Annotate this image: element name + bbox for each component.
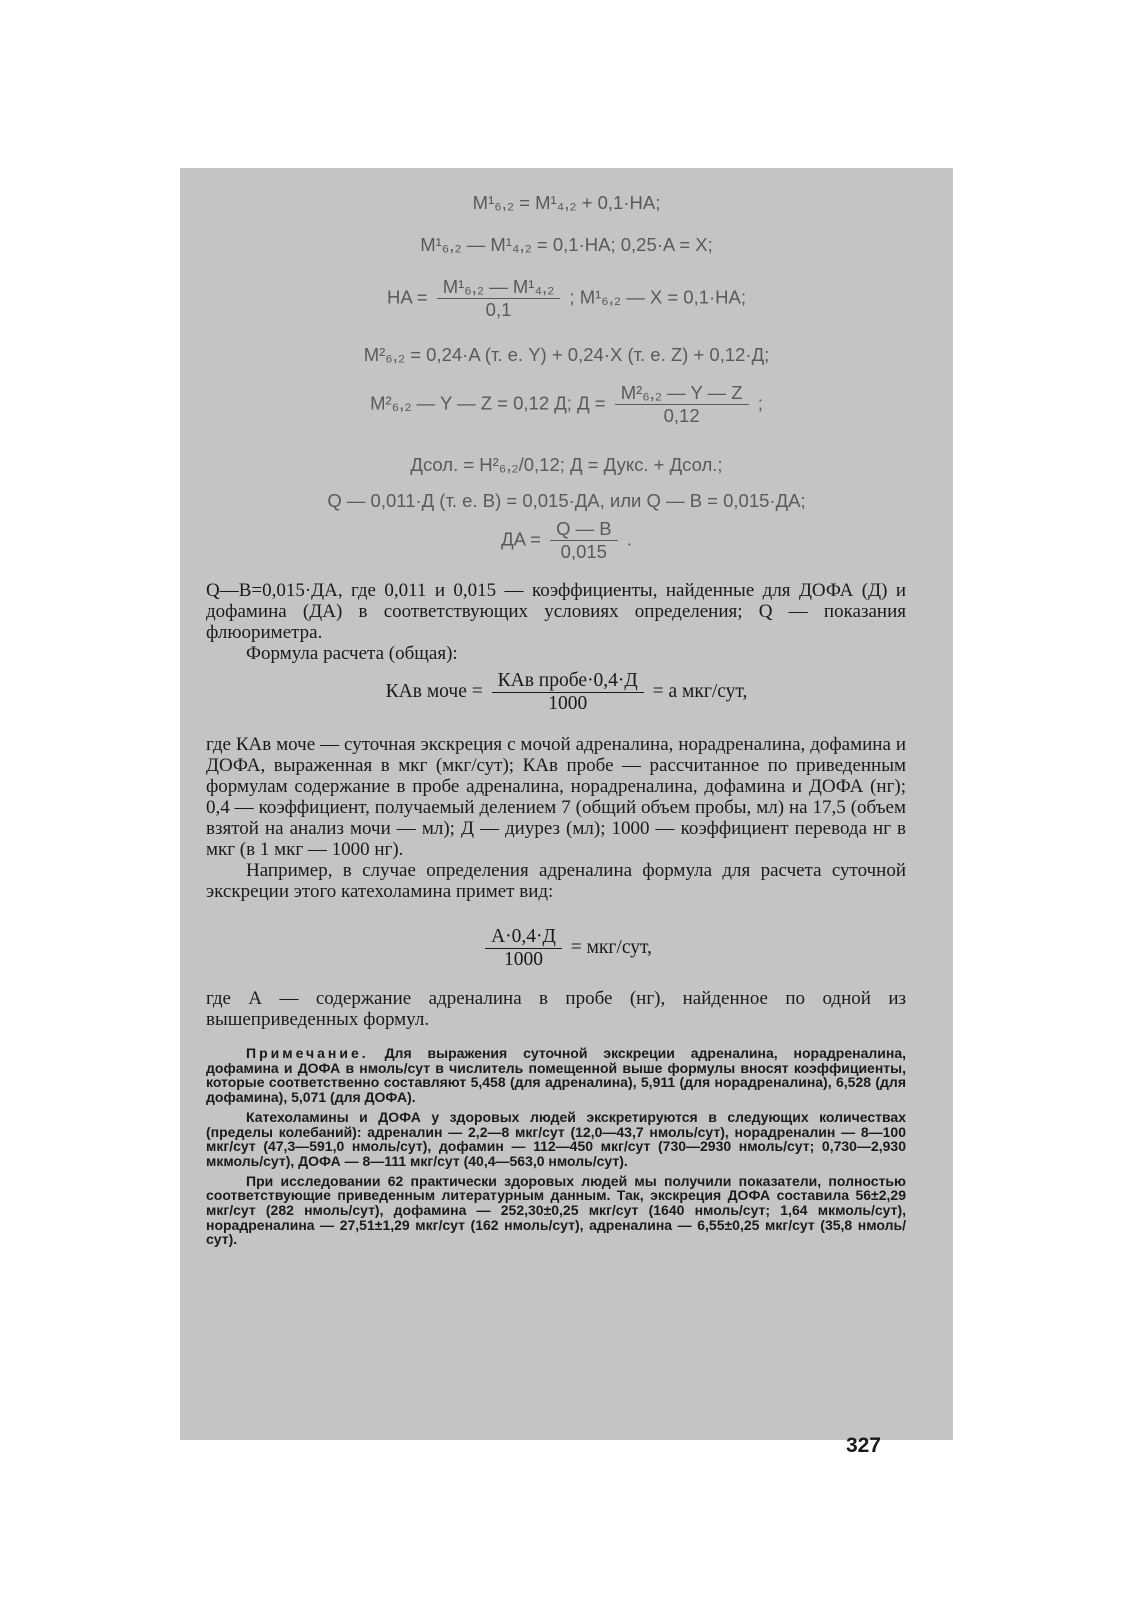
formula-example-right: = мкг/сут, xyxy=(570,936,652,958)
body-text-middle xyxy=(206,734,906,902)
body-text-top xyxy=(206,580,906,664)
eq8-right: . xyxy=(626,528,632,550)
equation-2: M¹₆,₂ — M¹₄,₂ = 0,1·HA; 0,25·A = X; xyxy=(420,234,713,255)
note-1 xyxy=(206,1046,906,1105)
eq5-fraction xyxy=(615,382,749,427)
eq8-left: ДA = xyxy=(501,528,541,550)
formula-general-denominator: 1000 xyxy=(492,692,644,715)
formula-example xyxy=(180,926,953,971)
formula-general-fraction xyxy=(492,670,644,715)
eq5-right: ; xyxy=(757,392,763,414)
paragraph-5: где А — содержание адреналина в пробе (нг), найденное по одной из вышеприведенных формул. xyxy=(206,988,906,1030)
equation-5 xyxy=(180,382,953,427)
equation-7: Q — 0,011·Д (т. е. B) = 0,015·ДA, или Q — B = 0,015·ДA; xyxy=(327,490,806,511)
paragraph-1: Q—B=0,015·ДА, где 0,011 и 0,015 — коэффициенты, найденные для ДОФА (Д) и дофамина (ДА) в соответствующих условиях определения; Q — показания флюориметра. xyxy=(206,580,906,643)
equation-6: Дсол. = H²₆,₂/0,12; Д = Дукс. + Дсол.; xyxy=(410,454,723,475)
formula-example-denominator: 1000 xyxy=(485,948,562,971)
equation-8 xyxy=(180,518,953,563)
note-3: При исследовании 62 практически здоровых людей мы получили показатели, полностью соответствующие приведенным литературным данным. Так, экскреция ДОФА составила 56±2,29 мкг/сут (282 нмоль/сут), дофамина — 252,30±0,25 мкг/сут (1640 нмоль/сут; 1,64 мкмоль/сут), норадреналина — 27,51±1,29 мкг/сут (162 нмоль/сут), адреналина — 6,55±0,25 мкг/сут (35,8 нмоль/сут). xyxy=(206,1172,906,1248)
scanned-page xyxy=(180,168,953,1457)
paragraph-4: Например, в случае определения адреналина формула для расчета суточной экскреции этого катехоламина примет вид: xyxy=(206,860,906,902)
eq5-left: M²₆,₂ — Y — Z = 0,12 Д; Д = xyxy=(370,392,606,414)
note-1-text: Для выражения суточной экскреции адреналина, норадреналина, дофамина и ДОФА в нмоль/сут в числитель помещенной выше формулы вносят коэффициенты, которые соответственно составляют 5,458 (для адреналина), 5,911 (для норадреналина), 6,528 (для дофамина), 5,071 (для ДОФА). xyxy=(206,1045,906,1106)
note-label: Примечание. xyxy=(246,1045,369,1061)
body-text-bottom xyxy=(206,988,906,1030)
formula-general-left: КАв моче = xyxy=(385,680,483,702)
formula-example-fraction xyxy=(485,926,562,971)
page-number: 327 xyxy=(845,1434,881,1457)
eq3-numerator: M¹₆,₂ — M¹₄,₂ xyxy=(442,276,555,297)
eq8-denominator: 0,015 xyxy=(550,540,618,563)
eq5-denominator: 0,12 xyxy=(615,404,749,427)
eq5-numerator: M²₆,₂ — Y — Z xyxy=(620,382,743,403)
eq3-denominator: 0,1 xyxy=(437,298,561,321)
equation-3 xyxy=(180,276,953,321)
equation-1: M¹₆,₂ = M¹₄,₂ + 0,1·HA; xyxy=(472,192,661,213)
eq8-fraction xyxy=(550,518,618,563)
eq3-right: ; M¹₆,₂ — X = 0,1·HA; xyxy=(569,286,747,308)
equation-4: M²₆,₂ = 0,24·A (т. е. Y) + 0,24·X (т. е. Z) + 0,12·Д; xyxy=(363,344,770,365)
eq3-left: HA = xyxy=(386,286,428,308)
formula-general-numerator: КАв пробе·0,4·Д xyxy=(497,670,638,691)
eq3-fraction xyxy=(437,276,561,321)
formula-example-numerator: A·0,4·Д xyxy=(491,926,556,947)
notes-block xyxy=(206,1046,906,1252)
note-2: Катехоламины и ДОФА у здоровых людей экскретируются в следующих количествах (пределы колебаний): адреналин — 2,2—8 мкг/сут (12,0—43,7 нмоль/сут), норадреналин — 8—100 мкг/сут (47,3—591,0 нмоль/сут), дофамин — 112—450 мкг/сут (730—2930 нмоль/сут; 0,730—2,930 мкмоль/сут), ДОФА — 8—111 мкг/сут (40,4—563,0 нмоль/сут). xyxy=(206,1108,906,1169)
paragraph-3: где КАв моче — суточная экскреция с мочой адреналина, норадреналина, дофамина и ДОФА, выраженная в мкг (мкг/сут); КАв пробе — рассчитанное по приведенным формулам содержание в пробе адреналина, норадреналина, дофамина и ДОФА (нг); 0,4 — коэффициент, получаемый делением 7 (общий объем пробы, мл) на 17,5 (объем взятой на анализ мочи — мл); Д — диурез (мл); 1000 — коэффициент перевода нг в мкг (в 1 мкг — 1000 нг). xyxy=(206,734,906,860)
formula-general-right: = а мкг/сут, xyxy=(652,680,748,702)
eq8-numerator: Q — B xyxy=(556,518,612,539)
paragraph-2: Формула расчета (общая): xyxy=(246,643,458,664)
formula-general xyxy=(180,670,953,715)
